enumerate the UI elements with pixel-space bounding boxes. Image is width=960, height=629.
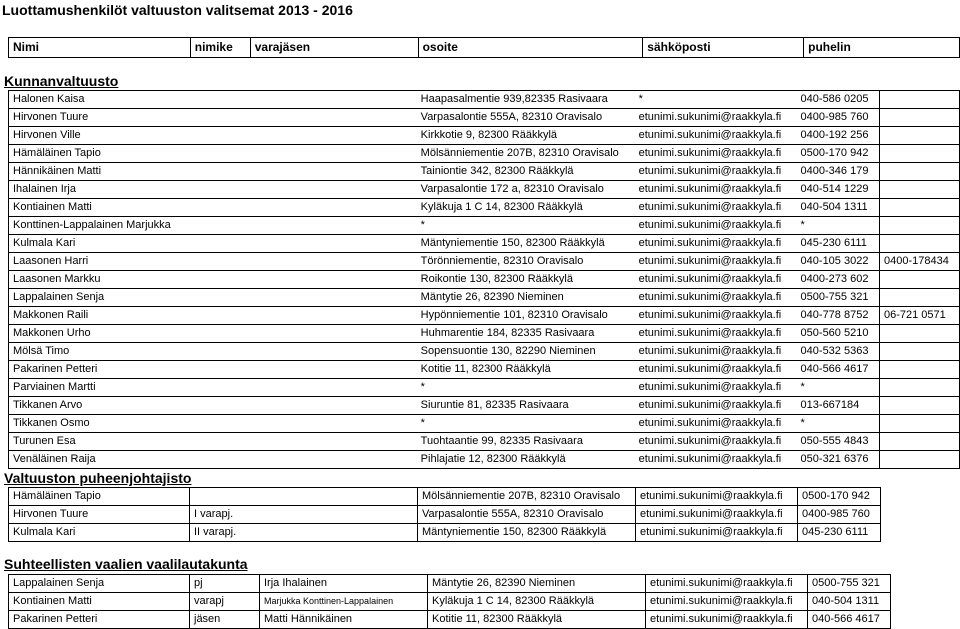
member-email: etunimi.sukunimi@raakkyla.fi: [646, 575, 808, 593]
member-address: Huhmarentie 184, 82335 Rasivaara: [417, 325, 635, 343]
member-name: Kulmala Kari: [9, 235, 417, 253]
table-row: [9, 145, 960, 163]
column-header-table: [8, 37, 960, 58]
member-phone: 040-514 1229: [797, 181, 880, 199]
member-address: Mäntyniementie 150, 82300 Rääkkylä: [417, 235, 635, 253]
member-phone: 0500-170 942: [797, 145, 880, 163]
member-address: Kyläkuja 1 C 14, 82300 Rääkkylä: [417, 199, 635, 217]
member-email: etunimi.sukunimi@raakkyla.fi: [635, 307, 797, 325]
col-header-name: Nimi: [9, 38, 191, 58]
col-header-email: sähköposti: [643, 38, 804, 58]
member-name: Mölsä Timo: [9, 343, 417, 361]
member-address: Tainiontie 342, 82300 Rääkkylä: [417, 163, 635, 181]
member-name: Laasonen Harri: [9, 253, 417, 271]
member-address: Siuruntie 81, 82335 Rasivaara: [417, 397, 635, 415]
member-name: Kontiainen Matti: [9, 199, 417, 217]
member-email: etunimi.sukunimi@raakkyla.fi: [635, 109, 797, 127]
table-row: [9, 271, 960, 289]
member-email: etunimi.sukunimi@raakkyla.fi: [635, 433, 797, 451]
member-phone-secondary: [880, 379, 960, 397]
member-email: etunimi.sukunimi@raakkyla.fi: [646, 593, 808, 611]
member-phone: 045-230 6111: [797, 235, 880, 253]
section-title-vaalilautakunta: Suhteellisten vaalien vaalilautakunta: [4, 556, 248, 572]
member-phone: 045-230 6111: [798, 524, 881, 542]
member-phone-secondary: [880, 127, 960, 145]
member-phone: *: [797, 217, 880, 235]
member-email: etunimi.sukunimi@raakkyla.fi: [635, 127, 797, 145]
member-phone-secondary: [880, 361, 960, 379]
member-email: etunimi.sukunimi@raakkyla.fi: [635, 397, 797, 415]
member-name: Hirvonen Tuure: [9, 109, 417, 127]
member-email: etunimi.sukunimi@raakkyla.fi: [635, 379, 797, 397]
table-row: [9, 361, 960, 379]
puheenjohtajisto-table: [8, 487, 881, 542]
table-row: [9, 451, 960, 469]
member-phone: 040-566 4617: [808, 611, 891, 629]
member-name: Venäläinen Raija: [9, 451, 417, 469]
vaalilautakunta-table: [8, 574, 891, 629]
member-name: Parviainen Martti: [9, 379, 417, 397]
member-role: [190, 488, 418, 506]
member-email: etunimi.sukunimi@raakkyla.fi: [635, 325, 797, 343]
member-address: *: [417, 415, 635, 433]
member-phone: 013-667184: [797, 397, 880, 415]
member-phone: 040-566 4617: [797, 361, 880, 379]
member-address: Tuohtaantie 99, 82335 Rasivaara: [417, 433, 635, 451]
member-name: Lappalainen Senja: [9, 289, 417, 307]
member-name: Hämäläinen Tapio: [9, 488, 190, 506]
member-phone-secondary: [880, 91, 960, 109]
member-phone-secondary: [880, 397, 960, 415]
col-header-deputy: varajäsen: [250, 38, 418, 58]
table-row: [9, 433, 960, 451]
table-row: [9, 524, 881, 542]
member-phone: 040-504 1311: [808, 593, 891, 611]
member-phone: 0400-985 760: [798, 506, 881, 524]
member-name: Tikkanen Osmo: [9, 415, 417, 433]
member-email: etunimi.sukunimi@raakkyla.fi: [635, 343, 797, 361]
member-name: Tikkanen Arvo: [9, 397, 417, 415]
member-name: Ihalainen Irja: [9, 181, 417, 199]
member-phone: 0500-170 942: [798, 488, 881, 506]
member-phone-secondary: [880, 181, 960, 199]
member-phone-secondary: [880, 145, 960, 163]
member-phone-secondary: [880, 271, 960, 289]
member-address: Mäntytie 26, 82390 Nieminen: [428, 575, 646, 593]
member-deputy: Matti Hännikäinen: [260, 611, 428, 629]
member-address: Mölsänniementie 207B, 82310 Oravisalo: [417, 145, 635, 163]
member-phone: 0400-192 256: [797, 127, 880, 145]
valtuusto-table: [8, 90, 960, 469]
member-name: Pakarinen Petteri: [9, 611, 190, 629]
member-phone-secondary: [880, 163, 960, 181]
member-phone-secondary: [880, 109, 960, 127]
member-phone: 0400-273 602: [797, 271, 880, 289]
member-address: Törönniementie, 82310 Oravisalo: [417, 253, 635, 271]
member-phone: 0400-985 760: [797, 109, 880, 127]
table-row: [9, 235, 960, 253]
member-email: etunimi.sukunimi@raakkyla.fi: [635, 217, 797, 235]
member-address: Kotitie 11, 82300 Rääkkylä: [428, 611, 646, 629]
member-phone-secondary: [880, 289, 960, 307]
member-email: etunimi.sukunimi@raakkyla.fi: [635, 271, 797, 289]
member-phone-secondary: [880, 415, 960, 433]
member-address: Sopensuontie 130, 82290 Nieminen: [417, 343, 635, 361]
member-name: Kontiainen Matti: [9, 593, 190, 611]
member-phone: 040-105 3022: [797, 253, 880, 271]
member-phone: 040-778 8752: [797, 307, 880, 325]
table-row: [9, 611, 891, 629]
member-name: Makkonen Raili: [9, 307, 417, 325]
table-row: [9, 181, 960, 199]
member-name: Turunen Esa: [9, 433, 417, 451]
member-phone-secondary: [880, 451, 960, 469]
table-row: [9, 488, 881, 506]
member-email: etunimi.sukunimi@raakkyla.fi: [635, 361, 797, 379]
col-header-phone: puhelin: [804, 38, 960, 58]
member-address: Pihlajatie 12, 82300 Rääkkylä: [417, 451, 635, 469]
member-address: Varpasalontie 555A, 82310 Oravisalo: [418, 506, 636, 524]
member-email: *: [635, 91, 797, 109]
member-address: Mölsänniementie 207B, 82310 Oravisalo: [418, 488, 636, 506]
member-email: etunimi.sukunimi@raakkyla.fi: [635, 235, 797, 253]
member-role: pj: [190, 575, 260, 593]
member-name: Hirvonen Ville: [9, 127, 417, 145]
table-row: [9, 217, 960, 235]
table-row: [9, 109, 960, 127]
table-row: [9, 127, 960, 145]
section-title-valtuusto: Kunnanvaltuusto: [4, 73, 119, 89]
column-header-row: [9, 38, 960, 58]
table-row: [9, 91, 960, 109]
member-phone: 040-532 5363: [797, 343, 880, 361]
member-email: etunimi.sukunimi@raakkyla.fi: [635, 145, 797, 163]
member-phone: 050-321 6376: [797, 451, 880, 469]
member-phone: *: [797, 379, 880, 397]
col-header-title: nimike: [190, 38, 250, 58]
table-row: [9, 379, 960, 397]
member-phone-secondary: [880, 235, 960, 253]
table-row: [9, 325, 960, 343]
member-phone-secondary: 0400-178434: [880, 253, 960, 271]
member-phone-secondary: [880, 199, 960, 217]
member-email: etunimi.sukunimi@raakkyla.fi: [635, 181, 797, 199]
member-role: II varapj.: [190, 524, 418, 542]
table-row: [9, 593, 891, 611]
member-phone: 0500-755 321: [808, 575, 891, 593]
member-role: jäsen: [190, 611, 260, 629]
member-email: etunimi.sukunimi@raakkyla.fi: [635, 199, 797, 217]
table-row: [9, 253, 960, 271]
member-email: etunimi.sukunimi@raakkyla.fi: [636, 506, 798, 524]
member-name: Makkonen Urho: [9, 325, 417, 343]
table-row: [9, 397, 960, 415]
table-row: [9, 199, 960, 217]
table-row: [9, 289, 960, 307]
member-email: etunimi.sukunimi@raakkyla.fi: [636, 488, 798, 506]
member-name: Laasonen Markku: [9, 271, 417, 289]
member-email: etunimi.sukunimi@raakkyla.fi: [635, 289, 797, 307]
member-phone-secondary: 06-721 0571: [880, 307, 960, 325]
member-email: etunimi.sukunimi@raakkyla.fi: [635, 163, 797, 181]
table-row: [9, 506, 881, 524]
member-name: Kulmala Kari: [9, 524, 190, 542]
member-phone: 050-555 4843: [797, 433, 880, 451]
member-role: varapj: [190, 593, 260, 611]
member-address: Varpasalontie 555A, 82310 Oravisalo: [417, 109, 635, 127]
document-title: Luottamushenkilöt valtuuston valitsemat 2013 - 2016: [2, 2, 353, 18]
member-phone: 040-586 0205: [797, 91, 880, 109]
member-phone-secondary: [880, 217, 960, 235]
member-email: etunimi.sukunimi@raakkyla.fi: [635, 451, 797, 469]
member-deputy: Marjukka Konttinen-Lappalainen: [260, 593, 428, 611]
member-name: Halonen Kaisa: [9, 91, 417, 109]
member-role: I varapj.: [190, 506, 418, 524]
member-email: etunimi.sukunimi@raakkyla.fi: [646, 611, 808, 629]
table-row: [9, 307, 960, 325]
member-address: Mäntyniementie 150, 82300 Rääkkylä: [418, 524, 636, 542]
table-row: [9, 163, 960, 181]
member-phone-secondary: [880, 433, 960, 451]
member-phone: 0500-755 321: [797, 289, 880, 307]
member-phone-secondary: [880, 325, 960, 343]
member-address: *: [417, 217, 635, 235]
member-address: Kirkkotie 9, 82300 Rääkkylä: [417, 127, 635, 145]
member-phone: 050-560 5210: [797, 325, 880, 343]
member-phone-secondary: [880, 343, 960, 361]
member-address: Kotitie 11, 82300 Rääkkylä: [417, 361, 635, 379]
member-phone: 040-504 1311: [797, 199, 880, 217]
member-name: Hirvonen Tuure: [9, 506, 190, 524]
member-email: etunimi.sukunimi@raakkyla.fi: [635, 415, 797, 433]
table-row: [9, 415, 960, 433]
member-email: etunimi.sukunimi@raakkyla.fi: [636, 524, 798, 542]
member-address: Hypönniementie 101, 82310 Oravisalo: [417, 307, 635, 325]
member-address: *: [417, 379, 635, 397]
member-address: Mäntytie 26, 82390 Nieminen: [417, 289, 635, 307]
table-row: [9, 343, 960, 361]
member-name: Hämäläinen Tapio: [9, 145, 417, 163]
member-phone: *: [797, 415, 880, 433]
member-email: etunimi.sukunimi@raakkyla.fi: [635, 253, 797, 271]
member-name: Hännikäinen Matti: [9, 163, 417, 181]
member-address: Roikontie 130, 82300 Rääkkylä: [417, 271, 635, 289]
col-header-address: osoite: [418, 38, 643, 58]
member-address: Varpasalontie 172 a, 82310 Oravisalo: [417, 181, 635, 199]
table-row: [9, 575, 891, 593]
member-address: Haapasalmentie 939,82335 Rasivaara: [417, 91, 635, 109]
member-address: Kyläkuja 1 C 14, 82300 Rääkkylä: [428, 593, 646, 611]
member-name: Pakarinen Petteri: [9, 361, 417, 379]
member-name: Konttinen-Lappalainen Marjukka: [9, 217, 417, 235]
member-deputy: Irja Ihalainen: [260, 575, 428, 593]
member-name: Lappalainen Senja: [9, 575, 190, 593]
member-phone: 0400-346 179: [797, 163, 880, 181]
section-title-puheenjohtajisto: Valtuuston puheenjohtajisto: [4, 470, 192, 486]
